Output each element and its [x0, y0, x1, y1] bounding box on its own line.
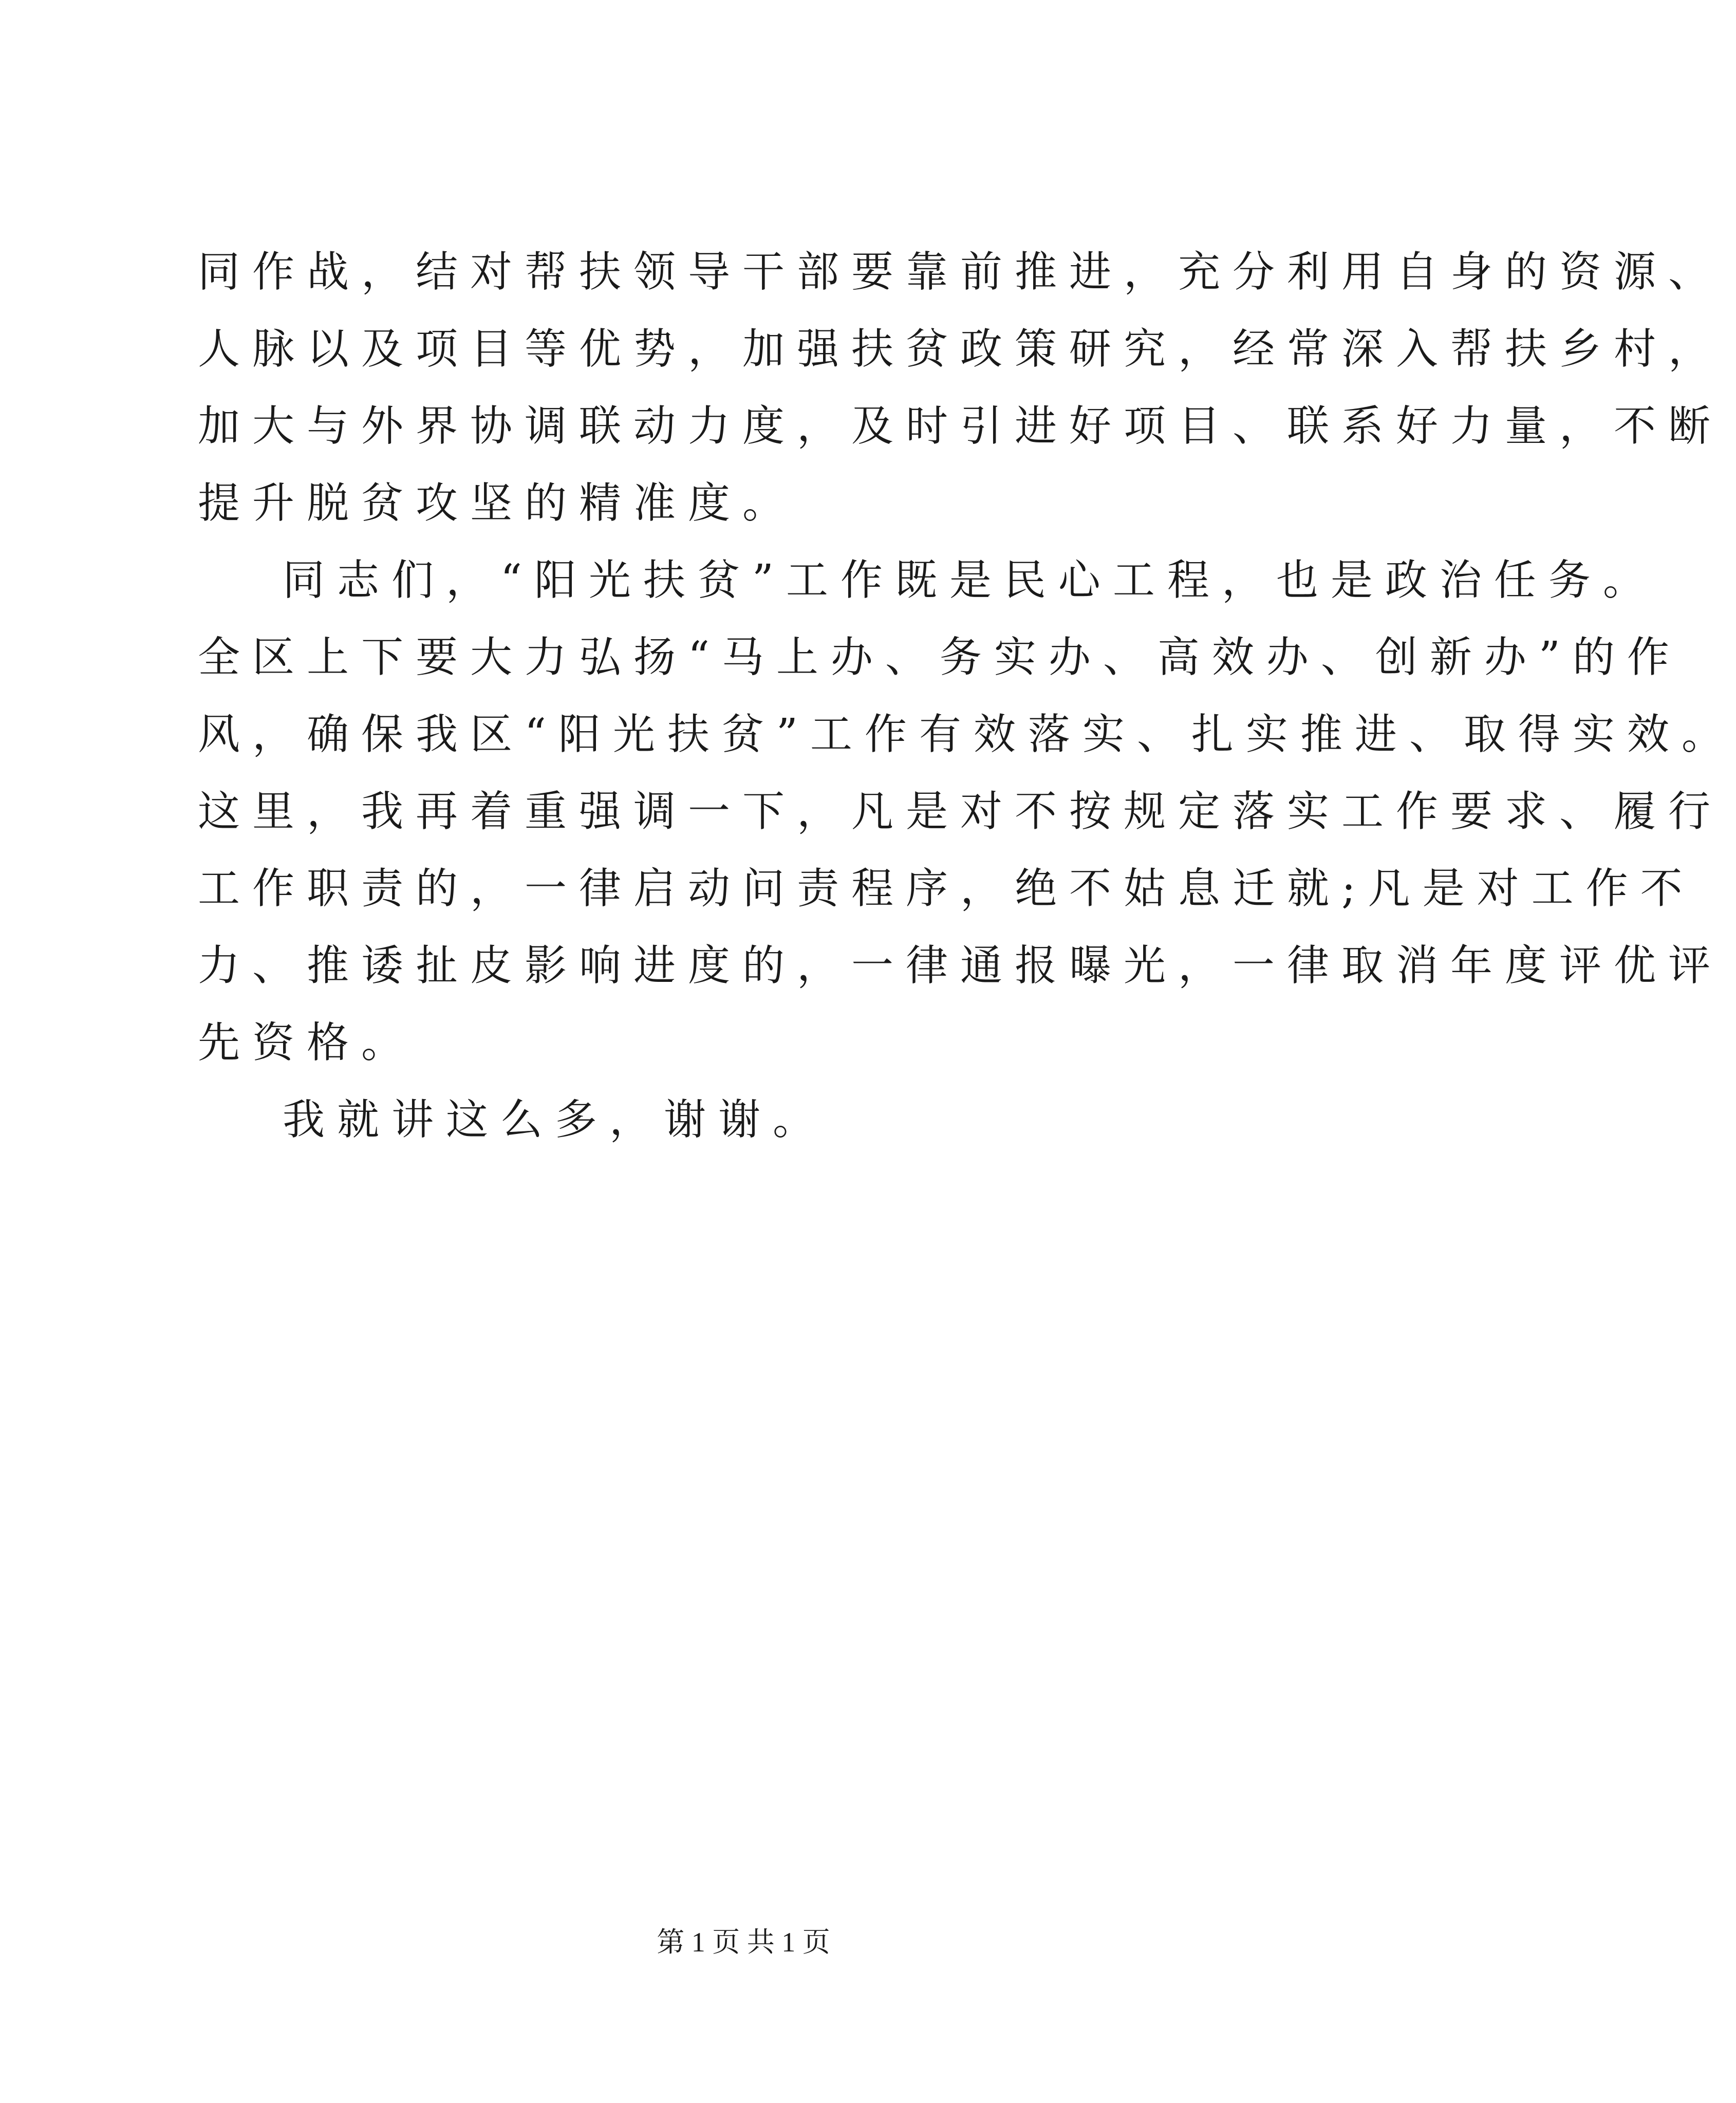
text-line: 加大与外界协调联动力度，及时引进好项目、联系好力量，不断: [198, 402, 1723, 451]
paragraph-start-line: 我就讲这么多，谢谢。: [283, 1095, 828, 1144]
text-line: 同作战，结对帮扶领导干部要靠前推进，充分利用自身的资源、: [198, 248, 1723, 296]
page-number-footer: 第 1 页 共 1 页: [657, 1927, 830, 1958]
text-line: 提升脱贫攻坚的精准度。: [198, 479, 797, 528]
text-line: 工作职责的，一律启动问责程序，绝不姑息迁就;凡是对工作不: [198, 864, 1695, 913]
text-line: 这里，我再着重强调一下，凡是对不按规定落实工作要求、履行: [198, 787, 1723, 836]
text-line: 力、推诿扯皮影响进度的，一律通报曝光，一律取消年度评优评: [198, 941, 1723, 990]
text-line: 风，确保我区“阳光扶贫”工作有效落实、扎实推进、取得实效。: [198, 710, 1736, 759]
text-line: 全区上下要大力弘扬“马上办、务实办、高效办、创新办”的作: [198, 633, 1682, 682]
text-line: 先资格。: [198, 1018, 416, 1067]
text-line: 人脉以及项目等优势，加强扶贫政策研究，经常深入帮扶乡村，: [198, 325, 1723, 374]
paragraph-start-line: 同志们，“阳光扶贫”工作既是民心工程，也是政治任务。: [283, 556, 1657, 605]
